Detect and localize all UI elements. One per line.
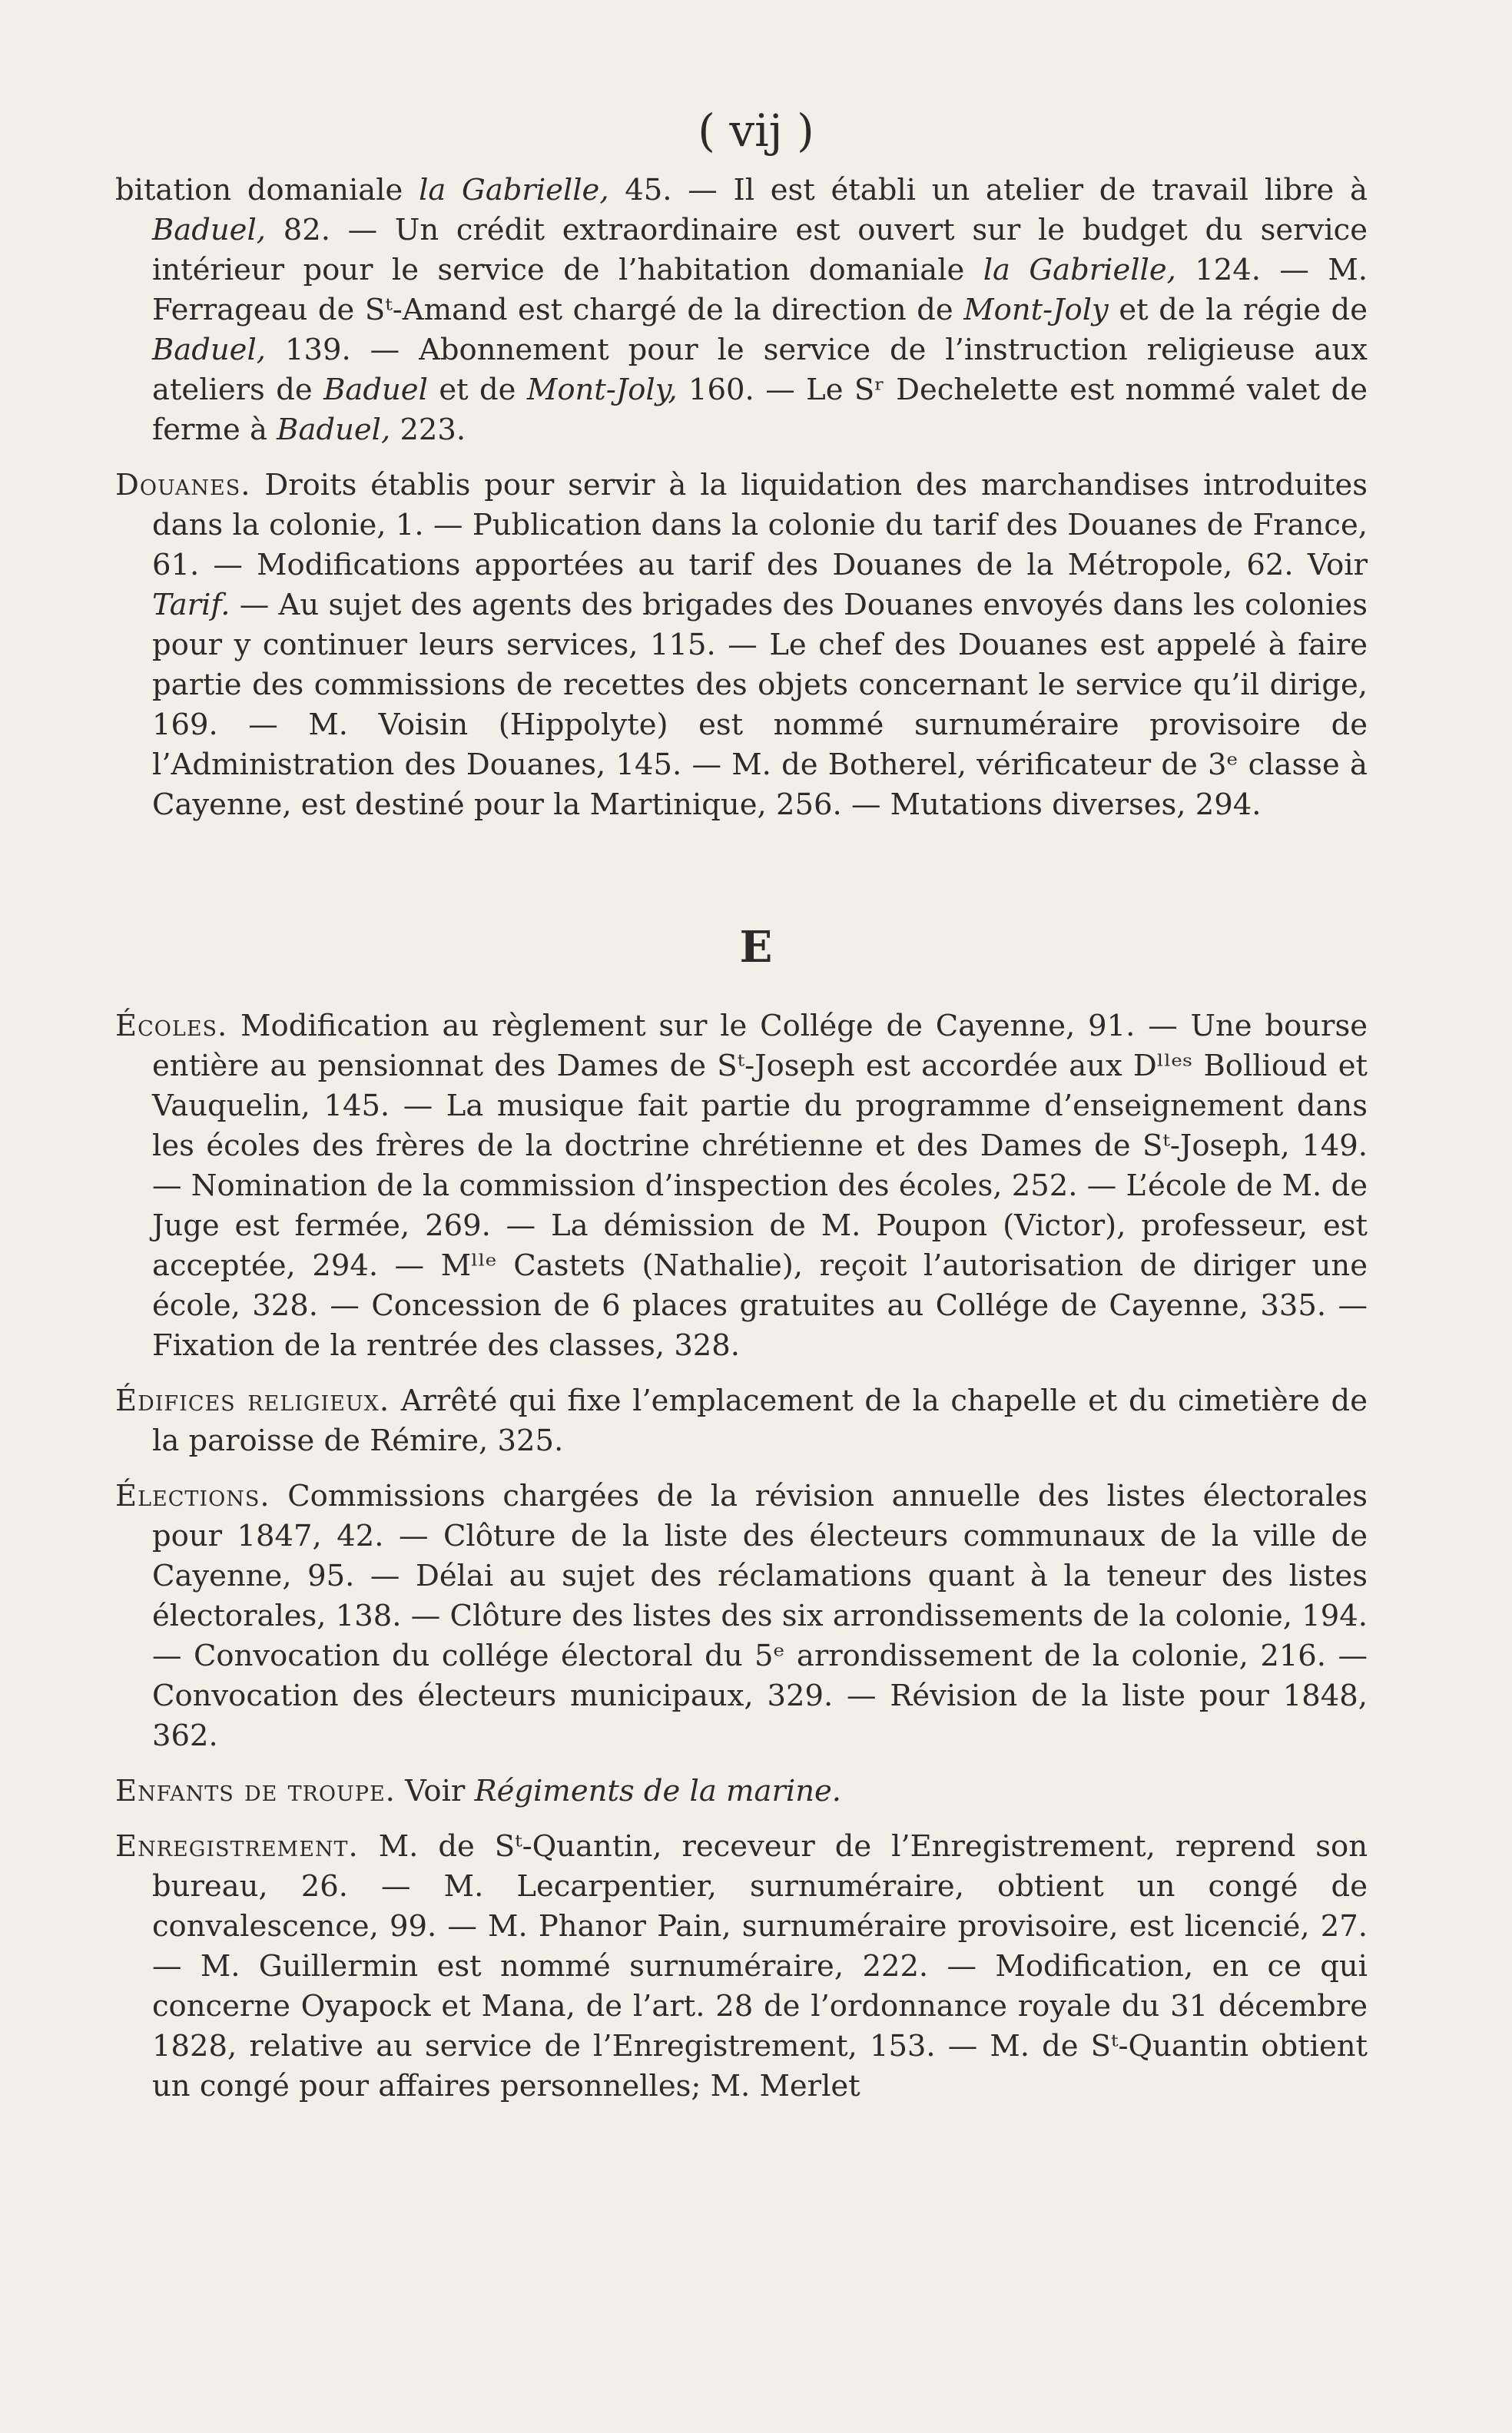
index-column-bottom — [115, 1006, 1368, 2107]
entry-continuation: bitation domaniale la Gabrielle, 45. — Il est établi un atelier de travail libre à Baduel, 82. — Un crédit extraordinaire est ouvert sur le budget du service intérieur pour le service de l’habitation domaniale la Gabrielle, 124. — M. Ferrageau de Sᵗ-Amand est chargé de la direction de Mont-Joly et de la régie de Baduel, 139. — Abonnement pour le service de l’instruction religieuse aux ateliers de Baduel et de Mont-Joly, 160. — Le Sʳ Dechelette est nommé valet de ferme à Baduel, 223. — [115, 173, 1368, 447]
cross-reference: Régiments de la marine. — [474, 1774, 842, 1808]
entry-ecoles: Écoles. Modification au règlement sur le Collége de Cayenne, 91. — Une bourse entière au pensionnat des Dames de Sᵗ-Joseph est accordée aux Dˡˡᵉˢ Bollioud et Vauquelin, 145. — La musique fait partie du programme d’enseignement dans les écoles des frères de la doctrine chrétienne et des Dames de Sᵗ-Joseph, 149. — Nomination de la commission d’inspection des écoles, 252. — L’école de M. de Juge est fermée, 269. — La démission de M. Poupon (Victor), professeur, est acceptée, 294. — Mˡˡᵉ Castets (Nathalie), reçoit l’autorisation de diriger une école, 328. — Concession de 6 places gratuites au Collége de Cayenne, 335. — Fixation de la rentrée des classes, 328. — [115, 1009, 1368, 1363]
entry-enregistrement: Enregistrement. M. de Sᵗ-Quantin, receveur de l’Enregistrement, reprend son bureau, 26. — M. Lecarpentier, surnuméraire, obtient un congé de convalescence, 99. — M. Phanor Pain, surnuméraire provisoire, est licencié, 27. — M. Guillermin est nommé surnuméraire, 222. — Modification, en ce qui concerne Oyapock et Mana, de l’art. 28 de l’ordonnance royale du 31 décembre 1828, relative au service de l’Enregistrement, 153. — M. de Sᵗ-Quantin obtient un congé pour affaires personnelles; M. Merlet — [115, 1829, 1368, 2103]
page-number: ( vij ) — [698, 104, 814, 157]
entry-head-ecoles: Écoles. — [115, 1009, 228, 1043]
index-column-top — [115, 171, 1368, 825]
entry-head-enfants: Enfants de troupe. — [115, 1774, 396, 1808]
entry-head-enregistrement: Enregistrement. — [115, 1829, 359, 1864]
entry-head-douanes: Douanes. — [115, 468, 251, 502]
entry-enfants: Enfants de troupe. Voir Régiments de la marine. — [115, 1774, 842, 1808]
entry-elections: Élections. Commissions chargées de la révision annuelle des listes électorales pour 1847, 42. — Clôture de la liste des électeurs communaux de la ville de Cayenne, 95. — Délai au sujet des réclamations quant à la teneur des listes électorales, 138. — Clôture des listes des six arrondissements de la colonie, 194. — Convocation du collége électoral du 5ᵉ arrondissement de la colonie, 216. — Convocation des électeurs municipaux, 329. — Révision de la liste pour 1848, 362. — [115, 1479, 1368, 1753]
entry-head-edifices: Édifices religieux. — [115, 1384, 390, 1418]
section-letter: E — [739, 922, 773, 973]
entry-head-elections: Élections. — [115, 1479, 270, 1513]
entry-edifices: Édifices religieux. Arrêté qui fixe l’emplacement de la chapelle et du cimetière de la paroisse de Rémire, 325. — [115, 1384, 1368, 1458]
entry-douanes: Douanes. Droits établis pour servir à la liquidation des marchandises introduites dans la colonie, 1. — Publication dans la colonie du tarif des Douanes de France, 61. — Modifications apportées au tarif des Douanes de la Métropole, 62. Voir Tarif. — Au sujet des agents des brigades des Douanes envoyés dans les colonies pour y continuer leurs services, 115. — Le chef des Douanes est appelé à faire partie des commissions de recettes des objets concernant le service qu’il dirige, 169. — M. Voisin (Hippolyte) est nommé surnuméraire provisoire de l’Administration des Douanes, 145. — M. de Botherel, vérificateur de 3ᵉ classe à Cayenne, est destiné pour la Martinique, 256. — Mutations diverses, 294. — [115, 468, 1368, 822]
